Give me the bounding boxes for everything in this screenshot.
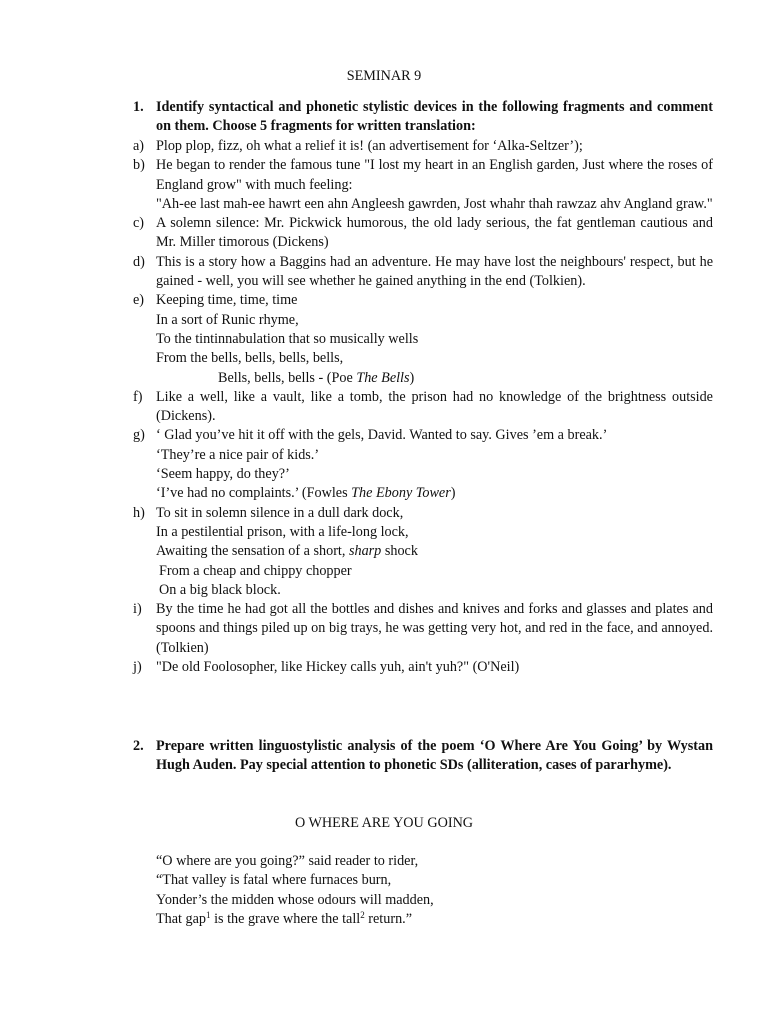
footnote-marker: 1 <box>206 909 211 920</box>
poem-line: Keeping time, time, time <box>156 292 298 309</box>
poem-line: To the tintinnabulation that so musically wells <box>156 330 419 347</box>
task-2-number: 2. <box>133 738 144 754</box>
poem-line: “That valley is fatal where furnaces burn, <box>156 872 392 889</box>
poem-line: From a cheap and chippy chopper <box>159 562 352 579</box>
fragment-label: j) <box>133 659 142 676</box>
fragment-text: This is a story how a Baggins had an adventure. He may have lost the neighbours' respect, but he gained - well, you will see whether he gained anything in the end (Tolkien). <box>156 253 713 290</box>
fragment-text: By the time he had got all the bottles and dishes and knives and forks and glasses and plates and spoons and things piled up on big trays, he was getting very hot, and red in the face, and annoyed. (Tolkien) <box>156 601 713 656</box>
fragment-g <box>133 426 713 503</box>
line-text: That gap <box>156 910 207 927</box>
fragment-c <box>133 214 713 253</box>
poem-line-attribution <box>156 369 713 388</box>
fragment-text: He began to render the famous tune "I lost my heart in an English garden, Just where the roses of England grow" with much feeling: <box>156 157 713 193</box>
attribution-text: Bells, bells, bells - (Poe <box>218 369 357 386</box>
line-text: shock <box>381 543 418 560</box>
line-text: is the grave where the tall <box>210 910 361 927</box>
attribution-text: ‘I’ve had no complaints.’ (Fowles <box>156 485 352 502</box>
dialogue-line: ‘ Glad you’ve hit it off with the gels, David. Wanted to say. Gives ’em a break.’ <box>156 427 608 444</box>
fragment-label: a) <box>133 138 145 154</box>
task-1 <box>133 98 713 137</box>
work-title: The Ebony Tower <box>351 485 451 502</box>
poem-line <box>156 910 434 929</box>
poem-line: On a big black block. <box>159 581 281 598</box>
fragment-h <box>133 504 713 600</box>
task-1-text: Identify syntactical and phonetic stylistic devices in the following fragments and comment on them. Choose 5 fragments for written translation: <box>156 99 713 135</box>
fragment-label: f) <box>133 388 143 405</box>
poem-stanza <box>156 852 434 929</box>
attribution-end: ) <box>450 485 456 502</box>
task-2-heading <box>133 737 713 776</box>
line-text: Awaiting the sensation of a short, <box>156 543 349 560</box>
poem-line: In a pestilential prison, with a life-long lock, <box>156 523 409 540</box>
work-title: The Bells <box>356 369 410 386</box>
poem-line: Yonder’s the midden whose odours will madden, <box>156 891 434 908</box>
fragment-d <box>133 253 713 292</box>
fragment-label: g) <box>133 427 145 444</box>
poem-line: From the bells, bells, bells, bells, <box>156 350 344 367</box>
footnote-marker: 2 <box>360 909 365 920</box>
fragment-b <box>133 156 713 214</box>
attribution-end: ) <box>409 369 415 386</box>
fragment-label: h) <box>133 504 145 521</box>
task-1-number: 1. <box>133 99 144 115</box>
fragment-label: i) <box>133 601 142 618</box>
poem-line: To sit in solemn silence in a dull dark dock, <box>156 504 404 521</box>
poem-line: In a sort of Runic rhyme, <box>156 311 299 328</box>
fragment-label: b) <box>133 157 145 174</box>
fragment-e <box>133 291 713 387</box>
page-title: SEMINAR 9 <box>346 68 422 84</box>
poem-line: “O where are you going?” said reader to rider, <box>156 853 419 869</box>
dialogue-line: ‘They’re a nice pair of kids.’ <box>156 446 320 463</box>
fragment-text: "De old Foolosopher, like Hickey calls yuh, ain't yuh?" (O'Neil) <box>156 659 520 676</box>
fragment-label: e) <box>133 292 145 309</box>
fragment-text-phonetic: "Ah-ee last mah-ee hawrt een ahn Angleesh gawrden, Jost whahr thah rawzaz ahv Angland graw." <box>156 195 713 212</box>
task-2-text: Prepare written linguostylistic analysis of the poem ‘O Where Are You Going’ by Wystan Hugh Auden. Pay special attention to phonetic SDs (alliteration, cases of pararhyme). <box>156 738 713 774</box>
fragment-text: Plop plop, fizz, oh what a relief it is! (an advertisement for ‘Alka-Seltzer’); <box>156 138 583 154</box>
fragment-text: A solemn silence: Mr. Pickwick humorous, the old lady serious, the fat gentleman cautious and Mr. Miller timorous (Dickens) <box>156 215 713 251</box>
line-text: return.” <box>364 910 413 927</box>
italic-word: sharp <box>348 543 382 560</box>
dialogue-line-attribution <box>156 484 713 503</box>
fragment-label: d) <box>133 253 145 270</box>
fragment-text: Like a well, like a vault, like a tomb, the prison had no knowledge of the brightness outside (Dickens). <box>156 388 713 425</box>
fragment-list <box>133 137 713 677</box>
fragment-j <box>133 658 713 677</box>
fragment-f <box>133 388 713 427</box>
dialogue-line: ‘Seem happy, do they?’ <box>156 466 290 483</box>
fragment-label: c) <box>133 215 145 232</box>
fragment-a <box>133 137 713 156</box>
poem-line <box>156 542 713 561</box>
task-1-heading <box>133 98 713 137</box>
task-2 <box>133 737 713 776</box>
poem-title: O WHERE ARE YOU GOING <box>294 815 474 831</box>
fragment-i <box>133 600 713 658</box>
